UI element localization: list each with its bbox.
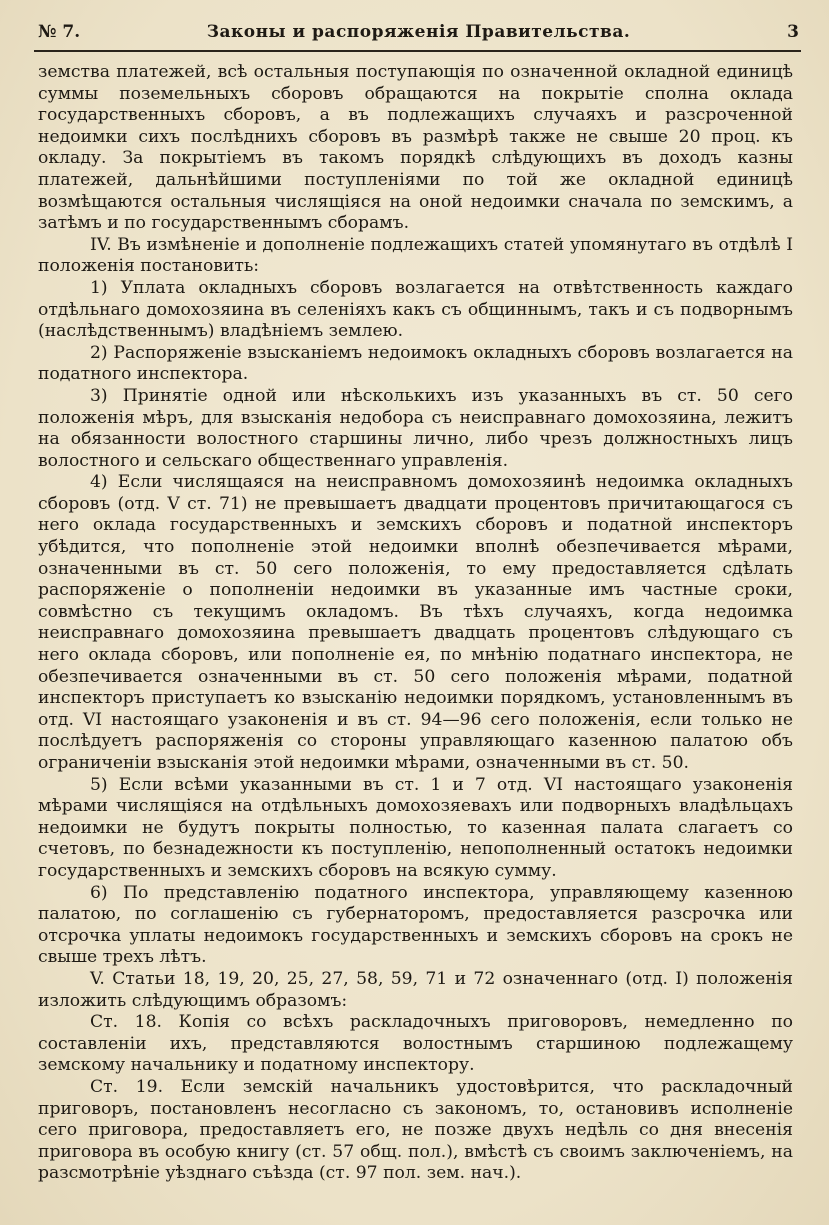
running-header [38, 22, 799, 48]
paragraph-section-iv: IV. Въ измѣненіе и дополненіе подлежащихъ статей упомянутаго въ отдѣлѣ I положенія постановить: [38, 234, 793, 277]
paragraph-item-5: 5) Если всѣми указанными въ ст. 1 и 7 отд. VI настоящаго узаконенія мѣрами числящіяся на отдѣльныхъ домохозяевахъ или подворныхъ владѣльцахъ недоимки не будутъ покрыты полностью, то казенная палата слагаетъ со счетовъ, по безнадежности къ поступленію, непополненный остатокъ недоимки государственныхъ и земскихъ сборовъ на всякую сумму. [38, 774, 793, 881]
paragraph-article-19: Ст. 19. Если земскій начальникъ удостовѣрится, что раскладочный приговоръ, постановленъ несогласно съ закономъ, то, остановивъ исполненіе сего приговора, предоставляетъ его, не позже двухъ недѣль со дня внесенія приговора въ особую книгу (ст. 57 общ. пол.), вмѣстѣ съ своимъ заключеніемъ, на разсмотрѣніе уѣзднаго съѣзда (ст. 97 пол. зем. нач.). [38, 1076, 793, 1184]
paragraph-item-3: 3) Принятіе одной или нѣсколькихъ изъ указанныхъ въ ст. 50 сего положенія мѣръ, для взысканія недобора съ неисправнаго домохозяина, лежитъ на обязанности волостного старшины лично, либо чрезъ должностныхъ лицъ волостного и сельскаго общественнаго управленія. [38, 385, 793, 471]
paragraph-continuation: земства платежей, всѣ остальныя поступающія по означенной окладной единицѣ суммы поземельныхъ сборовъ обращаются на покрытіе сполна оклада государственныхъ сборовъ, а въ подлежащихъ случаяхъ и разсроченной недоимки сихъ послѣднихъ сборовъ въ размѣрѣ также не свыше 20 проц. къ окладу. За покрытіемъ въ такомъ порядкѣ слѣдующихъ въ доходъ казны платежей, дальнѣйшими поступленіями по той же окладной единицѣ возмѣщаются остальныя числящіяся на оной недоимки сначала по земскимъ, а затѣмъ и по государственнымъ сборамъ. [38, 62, 793, 234]
header-rule [34, 50, 801, 52]
page-number: 3 [787, 22, 799, 42]
paragraph-item-6: 6) По представленію податного инспектора, управляющему казенною палатою, по соглашенію съ губернаторомъ, предоставляется разсрочка или отсрочка уплаты недоимокъ государственныхъ и земскихъ сборовъ на срокъ не свыше трехъ лѣтъ. [38, 882, 793, 968]
paragraph-section-v: V. Статьи 18, 19, 20, 25, 27, 58, 59, 71 и 72 означеннаго (отд. I) положенія изложить слѣдующимъ образомъ: [38, 968, 793, 1011]
paragraph-item-4: 4) Если числящаяся на неисправномъ домохозяинѣ недоимка окладныхъ сборовъ (отд. V ст. 71) не превышаетъ двадцати процентовъ причитающагося съ него оклада государственныхъ и земскихъ сборовъ и податной инспекторъ убѣдится, что пополненіе этой недоимки вполнѣ обезпечивается мѣрами, означенными въ ст. 50 сего положенія, то ему предоставляется сдѣлать распоряженіе о пополненіи недоимки въ указанные имъ частные сроки, совмѣстно съ текущимъ окладомъ. Въ тѣхъ случаяхъ, когда недоимка неисправнаго домохозяина превышаетъ двадцать процентовъ слѣдующаго съ него оклада сборовъ, или пополненіе ея, по мнѣнію податнаго инспектора, не обезпечивается означенными въ ст. 50 сего положенія мѣрами, податной инспекторъ приступаетъ ко взысканію недоимки порядкомъ, установленнымъ въ отд. VI настоящаго узаконенія и въ ст. 94—96 сего положенія, если только не послѣдуетъ распоряженія со стороны управляющаго казенною палатою объ ограниченіи взысканія этой недоимки мѣрами, означенными въ ст. 50. [38, 472, 793, 773]
running-title: Законы и распоряженія Правительства. [206, 22, 631, 42]
paragraph-item-2: 2) Распоряженіе взысканіемъ недоимокъ окладныхъ сборовъ возлагается на податного инспектора. [38, 342, 793, 385]
paragraph-article-18: Ст. 18. Копія со всѣхъ раскладочныхъ приговоровъ, немедленно по составленіи ихъ, представляются волостнымъ старшиною подлежащему земскому начальнику и податному инспектору. [38, 1012, 793, 1076]
issue-number: № 7. [38, 22, 81, 42]
body-text [38, 62, 793, 1185]
paragraph-item-1: 1) Уплата окладныхъ сборовъ возлагается на отвѣтственность каждаго отдѣльнаго домохозяина въ селеніяхъ какъ съ общиннымъ, такъ и съ подворнымъ (наслѣдственнымъ) владѣніемъ землею. [38, 277, 793, 342]
